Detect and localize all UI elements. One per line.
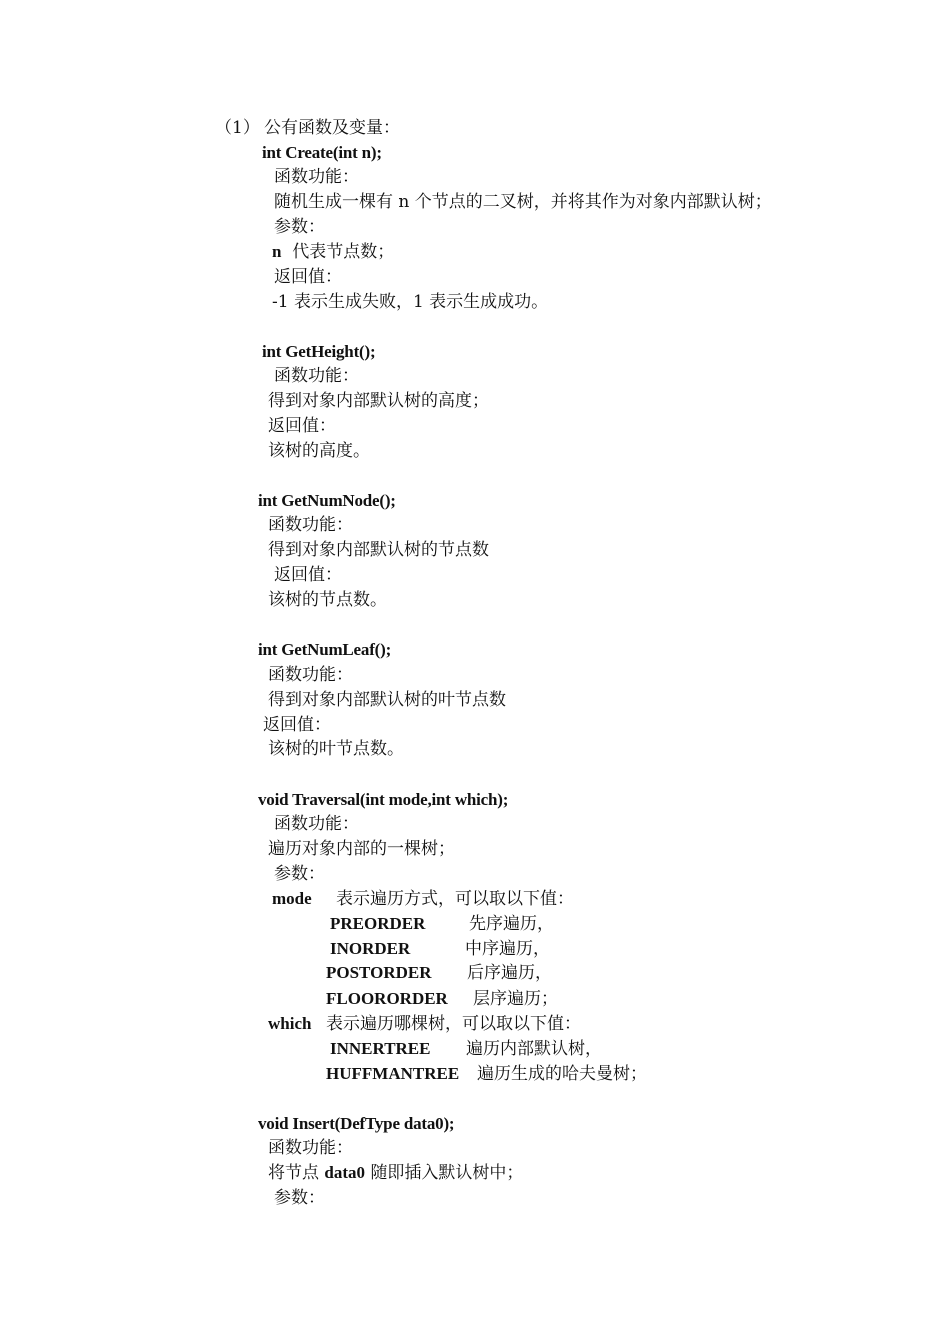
create-params-label: 参数：: [274, 217, 325, 237]
which-value-name: INNERTREE: [330, 1039, 431, 1058]
which-value-desc: 遍历内部默认树，: [466, 1039, 602, 1059]
insert-func-desc-post: 随即插入默认树中；: [370, 1163, 524, 1183]
section-number: （1）: [215, 118, 260, 138]
create-param-name: n: [272, 242, 282, 261]
mode-value-name: POSTORDER: [326, 963, 432, 982]
section-title: 公有函数及变量：: [264, 118, 400, 138]
getheight-func-label: 函数功能：: [274, 366, 359, 386]
getnumnode-func-desc: 得到对象内部默认树的节点数: [268, 540, 489, 560]
traversal-signature: void Traversal(int mode,int which);: [258, 790, 509, 809]
getheight-return-label: 返回值：: [268, 416, 336, 436]
traversal-which-desc: 表示遍历哪棵树，可以取以下值：: [326, 1014, 581, 1034]
getnumleaf-func-label: 函数功能：: [268, 665, 353, 685]
getnumleaf-signature: int GetNumLeaf();: [258, 640, 392, 659]
which-value-name: HUFFMANTREE: [326, 1064, 460, 1083]
getnumnode-func-label: 函数功能：: [268, 515, 353, 535]
traversal-mode-name: mode: [272, 889, 312, 908]
traversal-which-name: which: [268, 1014, 312, 1033]
create-param-desc: 代表节点数；: [292, 242, 395, 262]
getheight-func-desc: 得到对象内部默认树的高度；: [268, 391, 489, 411]
getheight-signature: int GetHeight();: [262, 342, 376, 361]
which-value-desc: 遍历生成的哈夫曼树；: [477, 1064, 647, 1084]
insert-func-label: 函数功能：: [268, 1138, 353, 1158]
create-func-label: 函数功能：: [274, 167, 359, 187]
mode-value-name: FLOORORDER: [326, 989, 448, 1008]
mode-value-desc: 后序遍历，: [467, 963, 552, 983]
mode-value-desc: 先序遍历，: [469, 914, 554, 934]
mode-value-name: INORDER: [330, 939, 411, 958]
insert-params-label: 参数：: [274, 1188, 325, 1208]
getnumleaf-return-label: 返回值：: [263, 715, 331, 735]
traversal-func-label: 函数功能：: [274, 814, 359, 834]
getheight-return-desc: 该树的高度。: [268, 441, 370, 461]
insert-func-desc: [268, 1162, 523, 1184]
create-signature: int Create(int n);: [262, 143, 382, 162]
getnumnode-return-label: 返回值：: [274, 565, 342, 585]
mode-value-desc: 层序遍历；: [473, 989, 558, 1009]
traversal-params-label: 参数：: [274, 864, 325, 884]
create-return-desc: -1 表示生成失败，1 表示生成成功。: [272, 292, 549, 312]
insert-func-desc-code: data0: [324, 1163, 366, 1182]
getnumleaf-return-desc: 该树的叶节点数。: [268, 739, 404, 759]
insert-signature: void Insert(DefType data0);: [258, 1114, 455, 1133]
getnumnode-return-desc: 该树的节点数。: [268, 590, 387, 610]
mode-value-desc: 中序遍历，: [465, 939, 550, 959]
create-param-line: [272, 241, 394, 263]
mode-value-name: PREORDER: [330, 914, 426, 933]
getnumleaf-func-desc: 得到对象内部默认树的叶节点数: [268, 690, 506, 710]
insert-func-desc-pre: 将节点: [268, 1163, 319, 1183]
create-return-label: 返回值：: [274, 267, 342, 287]
getnumnode-signature: int GetNumNode();: [258, 491, 396, 510]
traversal-func-desc: 遍历对象内部的一棵树；: [268, 839, 455, 859]
create-func-desc: 随机生成一棵有 n 个节点的二叉树，并将其作为对象内部默认树；: [274, 192, 772, 212]
traversal-mode-desc: 表示遍历方式，可以取以下值：: [336, 889, 574, 909]
